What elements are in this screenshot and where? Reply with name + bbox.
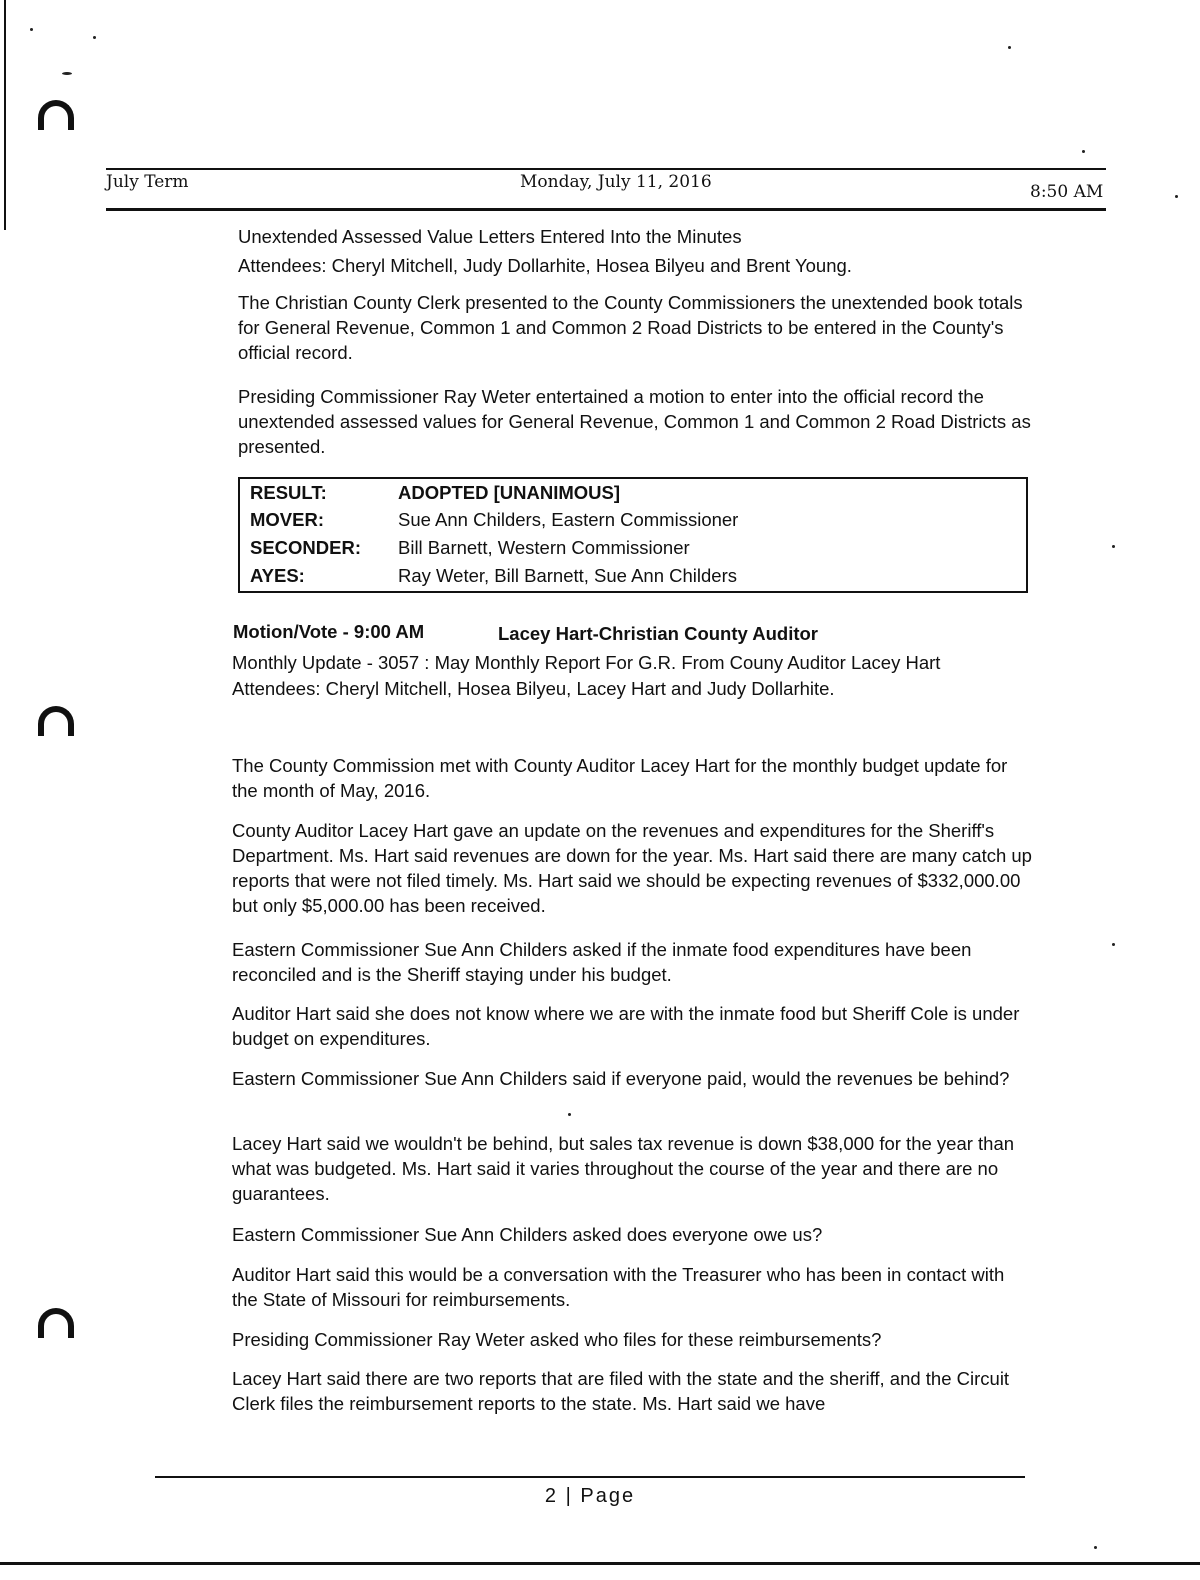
- header-top-rule: [106, 168, 1106, 170]
- meeting-date: Monday, July 11, 2016: [520, 172, 712, 192]
- scan-speck: [62, 72, 72, 75]
- paragraph: Auditor Hart said she does not know where we are with the inmate food but Sheriff Cole is under budget on expenditures.: [232, 1003, 1020, 1049]
- scan-speck: [1112, 943, 1115, 946]
- vote-row-mover: [250, 507, 739, 533]
- meeting-time: 8:50 AM: [1030, 182, 1104, 202]
- paragraph: Lacey Hart said there are two reports that are filed with the state and the sheriff, and the Circuit Clerk files the reimbursement reports to the state. Ms. Hart said we have: [232, 1368, 1010, 1414]
- scan-speck: [1082, 150, 1085, 153]
- scan-speck: [568, 1113, 571, 1116]
- paragraph: Lacey Hart said we wouldn't be behind, but sales tax revenue is down $38,000 for the year than what was budgeted. Ms. Hart said it varies throughout the course of the year and there are no guarantees.: [232, 1133, 1015, 1204]
- attendees-line: Attendees: Cheryl Mitchell, Hosea Bilyeu, Lacey Hart and Judy Dollarhite.: [232, 678, 835, 699]
- term-label: July Term: [106, 172, 189, 192]
- vote-mover-label: MOVER:: [250, 509, 324, 530]
- section-heading-presenter: Lacey Hart-Christian County Auditor: [498, 623, 819, 644]
- paragraph: Eastern Commissioner Sue Ann Childers asked if the inmate food expenditures have been reconciled and is the Sheriff staying under his budget.: [232, 939, 972, 985]
- binder-hole-mark: [38, 706, 74, 736]
- vote-row-seconder: [250, 535, 690, 561]
- agenda-item-title: Unextended Assessed Value Letters Entered Into the Minutes: [238, 226, 742, 247]
- section-heading-time: Motion/Vote - 9:00 AM: [233, 621, 425, 642]
- header-bottom-rule: [106, 208, 1106, 211]
- page-number: 2 | Page: [544, 1485, 636, 1507]
- paragraph: The Christian County Clerk presented to the County Commissioners the unextended book totals for General Revenue, Common 1 and Common 2 Road Districts to be entered in the County's official record.: [238, 292, 1023, 363]
- vote-result-table: [238, 477, 1028, 593]
- binder-hole-mark: [38, 1308, 74, 1338]
- paragraph: Presiding Commissioner Ray Weter asked who files for these reimbursements?: [232, 1329, 882, 1350]
- paragraph: Eastern Commissioner Sue Ann Childers said if everyone paid, would the revenues be behind?: [232, 1068, 1010, 1089]
- scan-speck: [30, 28, 33, 31]
- scan-speck: [1175, 195, 1178, 198]
- vote-ayes-label: AYES:: [250, 565, 305, 586]
- scan-speck: [1112, 545, 1115, 548]
- vote-ayes-value: Ray Weter, Bill Barnett, Sue Ann Childers: [398, 565, 737, 586]
- vote-seconder-value: Bill Barnett, Western Commissioner: [398, 537, 690, 558]
- scan-speck: [93, 36, 96, 39]
- vote-row-ayes: [250, 563, 737, 589]
- paragraph: The County Commission met with County Auditor Lacey Hart for the monthly budget update for the month of May, 2016.: [232, 755, 1008, 801]
- vote-result-label: RESULT:: [250, 482, 327, 503]
- paragraph: Presiding Commissioner Ray Weter entertained a motion to enter into the official record the unextended assessed values for General Revenue, Common 1 and Common 2 Road Districts as presented.: [238, 386, 1031, 457]
- footer-rule: [155, 1476, 1025, 1478]
- binder-hole-mark: [38, 100, 74, 130]
- paragraph: Eastern Commissioner Sue Ann Childers asked does everyone owe us?: [232, 1224, 823, 1245]
- paragraph: Auditor Hart said this would be a conversation with the Treasurer who has been in contact with the State of Missouri for reimbursements.: [232, 1264, 1005, 1310]
- scan-edge-line: [4, 0, 6, 230]
- vote-row-result: [250, 480, 620, 506]
- vote-seconder-label: SECONDER:: [250, 537, 362, 558]
- scan-speck: [1094, 1546, 1097, 1549]
- scan-bottom-edge: [0, 1562, 1200, 1565]
- attendees-line: Attendees: Cheryl Mitchell, Judy Dollarhite, Hosea Bilyeu and Brent Young.: [238, 255, 852, 276]
- vote-mover-value: Sue Ann Childers, Eastern Commissioner: [398, 509, 739, 530]
- vote-result-value: ADOPTED [UNANIMOUS]: [398, 482, 620, 503]
- scan-speck: [1008, 46, 1011, 49]
- paragraph: County Auditor Lacey Hart gave an update on the revenues and expenditures for the Sheriff's Department. Ms. Hart said revenues are down for the year. Ms. Hart said there are many catch up reports that were not filed timely. Ms. Hart said we should be expecting revenues of $332,000.00 but only $5,000.00 has been received.: [232, 820, 1032, 916]
- agenda-item-subtitle: Monthly Update - 3057 : May Monthly Report For G.R. From Couny Auditor Lacey Hart: [232, 652, 941, 673]
